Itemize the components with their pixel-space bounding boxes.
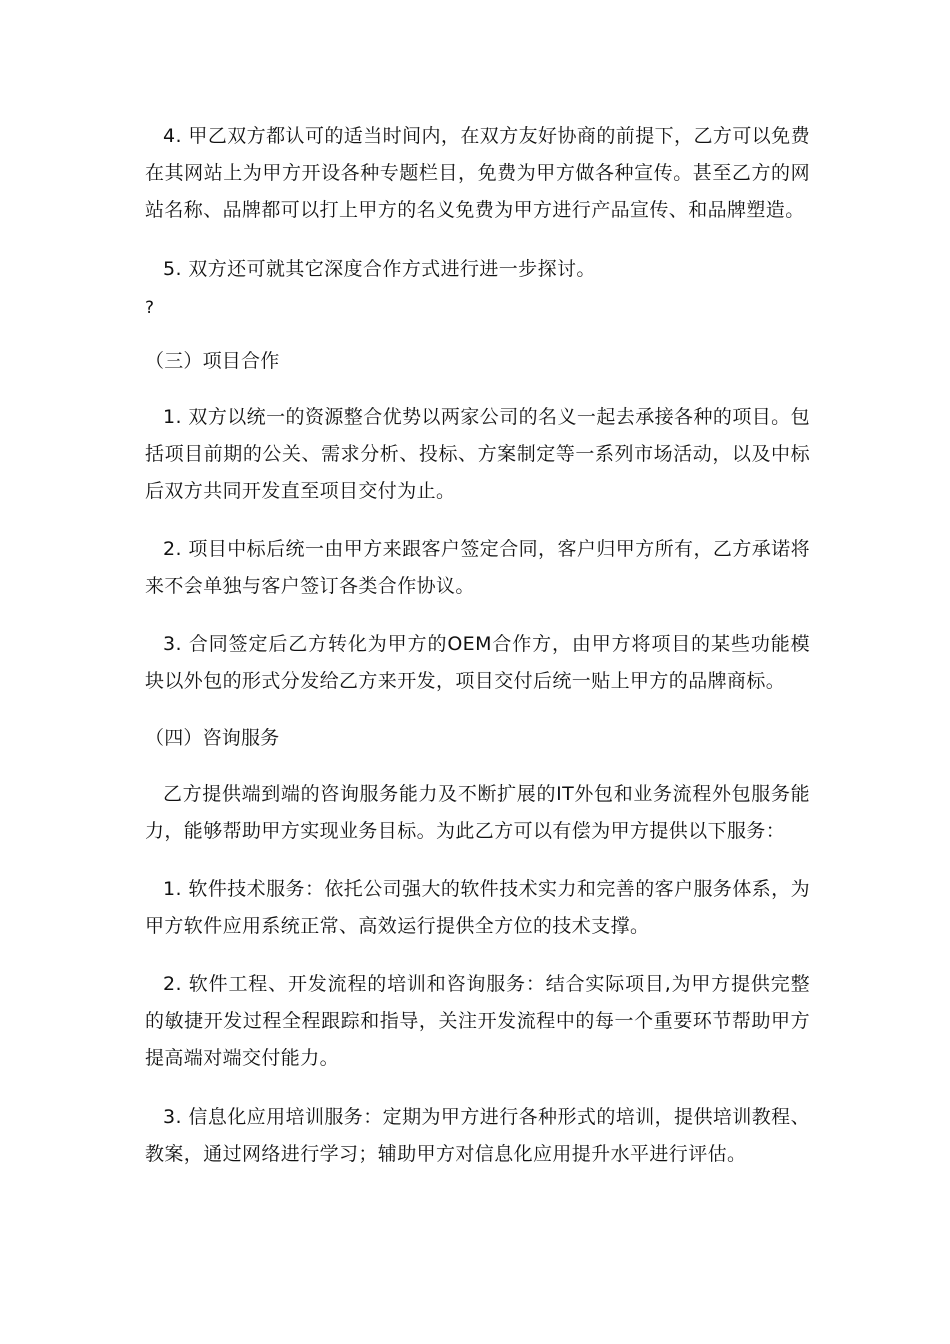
stray-question-mark: ? (145, 298, 155, 318)
paragraph-item-5: 5. 双方还可就其它深度合作方式进行进一步探讨。 (163, 258, 596, 280)
project-item-2: 2. 项目中标后统一由甲方来跟客户签定合同，客户归甲方所有，乙方承诺将来不会单独与客户签订各类合作协议。 (145, 538, 810, 597)
consulting-intro: 乙方提供端到端的咨询服务能力及不断扩展的IT外包和业务流程外包服务能力，能够帮助甲方实现业务目标。为此乙方可以有偿为甲方提供以下服务： (145, 783, 810, 842)
consulting-item-1: 1. 软件技术服务：依托公司强大的软件技术实力和完善的客户服务体系，为甲方软件应用系统正常、高效运行提供全方位的技术支撑。 (145, 878, 810, 937)
project-item-3: 3. 合同签定后乙方转化为甲方的OEM合作方，由甲方将项目的某些功能模块以外包的形式分发给乙方来开发，项目交付后统一贴上甲方的品牌商标。 (145, 633, 810, 692)
section-heading-project-cooperation: （三）项目合作 (145, 350, 280, 372)
project-item-1: 1. 双方以统一的资源整合优势以两家公司的名义一起去承接各种的项目。包括项目前期的公关、需求分析、投标、方案制定等一系列市场活动，以及中标后双方共同开发直至项目交付为止。 (145, 406, 810, 502)
paragraph-item-4: 4. 甲乙双方都认可的适当时间内，在双方友好协商的前提下，乙方可以免费在其网站上为甲方开设各种专题栏目，免费为甲方做各种宣传。甚至乙方的网站名称、品牌都可以打上甲方的名义免费为甲方进行产品宣传、和品牌塑造。 (145, 125, 810, 221)
consulting-item-2: 2. 软件工程、开发流程的培训和咨询服务：结合实际项目,为甲方提供完整的敏捷开发过程全程跟踪和指导，关注开发流程中的每一个重要环节帮助甲方提高端对端交付能力。 (145, 973, 810, 1069)
section-heading-consulting-services: （四）咨询服务 (145, 727, 280, 749)
consulting-item-3: 3. 信息化应用培训服务：定期为甲方进行各种形式的培训，提供培训教程、教案，通过网络进行学习；辅助甲方对信息化应用提升水平进行评估。 (145, 1106, 810, 1165)
